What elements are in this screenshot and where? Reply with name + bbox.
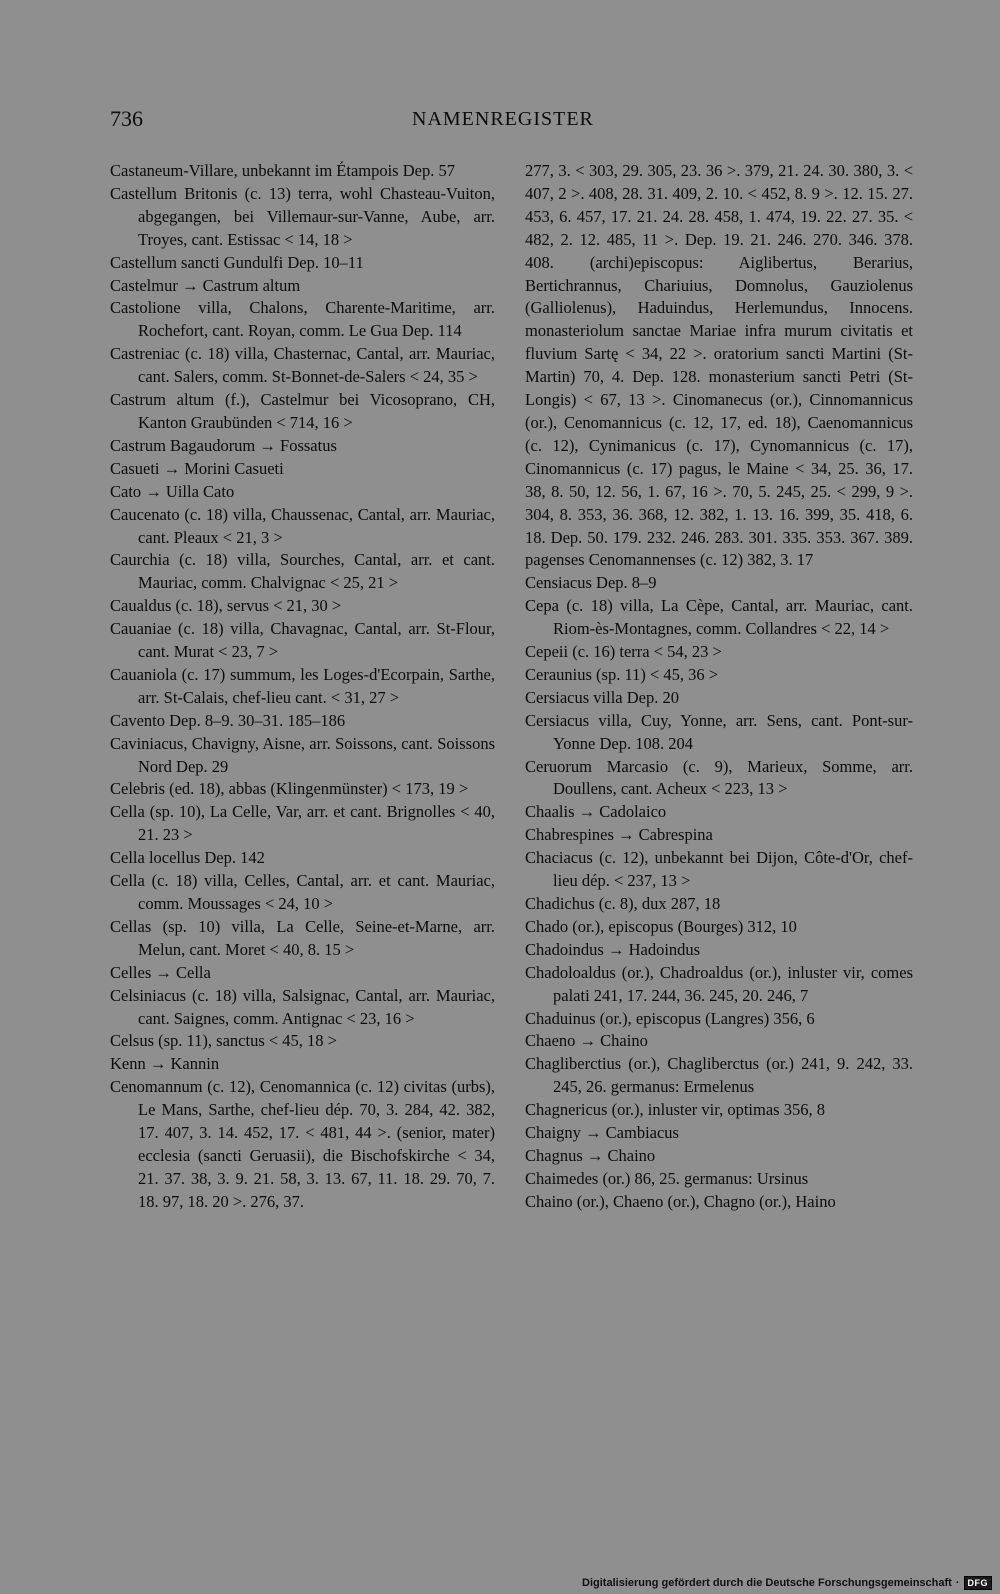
index-entry: Celsus (sp. 11), sanctus < 45, 18 > — [110, 1031, 337, 1051]
index-entry: Censiacus Dep. 8–9 — [525, 573, 657, 593]
index-entry: Castellum Britonis (c. 13) terra, wohl Chasteau-Vuiton, abgegangen, bei Villemaur-sur-Vanne, Aube, arr. Troyes, cant. Estissac < 14, 18 > — [110, 183, 495, 249]
index-entry: Celebris (ed. 18), abbas (Klingenmünster) < 173, 19 > — [110, 779, 469, 799]
index-entry: Chaeno → Chaino — [525, 1031, 648, 1051]
index-entry: Castrum Bagaudorum → Fossatus — [110, 435, 337, 455]
index-entry: Cella (c. 18) villa, Celles, Cantal, arr. et cant. Mauriac, comm. Moussages < 24, 10 > — [110, 871, 495, 913]
index-entry: Chaino (or.), Chaeno (or.), Chagno (or.), Haino — [525, 1191, 836, 1211]
index-entry: Kenn → Kannin — [110, 1054, 220, 1074]
index-entry: Caucenato (c. 18) villa, Chaussenac, Cantal, arr. Mauriac, cant. Pleaux < 21, 3 > — [110, 504, 495, 547]
index-entry-continued: 277, 3. < 303, 29. 305, 23. 36 >. 379, 21. 24. 30. 380, 3. < 407, 2 >. 408, 28. 31. 409, 2. 10. < 452, 8. 9 >. 12. 15. 27. 453, 6. 457, 17. 21. 24. 28. 458, 1. 474, 19. 22. 27. 35. < 482, 2. 12. 485, 11 >. Dep. 19. 21. 246. 270. 346. 378. 408. (archi)episcopus: Aiglibertus, Berarius, Bertichrannus, Chariuius, Domnolus, Gauziolenus (Galliolenus), Haduindus, Herlemundus, Innocens. monasteriolum sanctae Mariae infra murum civitatis et fluvium Sartę < 34, 22 >. oratorium sancti Martini (St-Martin) 70, 4. Dep. 128. monasterium sancti Petri (St-Longis) < 67, 13 >. Cinomanecus (or.), Cinnomannicus (or.), Cenomannicus (c. 12, 17, ed. 18), Caenomannicus (c. 12), Cynimanicus (c. 17), Cynomannicus (c. 17), Cinomannicus (c. 17) pagus, le Maine < 34, 25. 36, 17. 38, 8. 50, 12. 56, 1. 67, 16 >. 70, 5. 245, 25. < 299, 9 >. 304, 8. 353, 36. 368, 12. 382, 1. 13. 16. 399, 35. 418, 6. 18. Dep. 50. 179. 232. 246. 283. 301. 335. 353. 367. 389. pagenses Cenomannenses (c. 12) 382, 3. 17 — [525, 161, 913, 570]
index-entry: Cavento Dep. 8–9. 30–31. 185–186 — [110, 710, 346, 730]
index-entry: Chaalis → Cadolaico — [525, 802, 667, 822]
index-entry: Chaduinus (or.), episcopus (Langres) 356, 6 — [525, 1008, 815, 1028]
index-entry: Castolione villa, Chalons, Charente-Maritime, arr. Rochefort, cant. Royan, comm. Le Gua Dep. 114 — [110, 298, 495, 341]
index-entry: Chabrespines → Cabrespina — [525, 825, 713, 845]
index-entry: Cenomannum (c. 12), Cenomannica (c. 12) civitas (urbs), Le Mans, Sarthe, chef-lieu dép. 70, 3. 284, 42. 382, 17. 407, 3. 14. 452, 17. < 481, 44 >. (senior, mater) ecclesia (sancti Geruasii), die Bischofskirche < 34, 21. 37. 38, 3. 9. 21. 58, 3. 13. 67, 11. 18. 29. 70, 7. 18. 97, 18. 20 >. 276, 37. — [110, 1077, 495, 1211]
index-entry: Chadichus (c. 8), dux 287, 18 — [525, 894, 721, 913]
digitization-credit — [582, 1576, 992, 1590]
index-entry: Castrum altum (f.), Castelmur bei Vicosoprano, CH, Kanton Graubünden < 714, 16 > — [110, 390, 495, 432]
index-entry: Casueti → Morini Casueti — [110, 458, 284, 478]
index-entry: Castelmur → Castrum altum — [110, 275, 301, 295]
dfg-logo-icon: DFG — [964, 1576, 993, 1590]
index-entry: Ceruorum Marcasio (c. 9), Marieux, Somme, arr. Doullens, cant. Acheux < 223, 13 > — [525, 756, 913, 799]
credit-text: Digitalisierung gefördert durch die Deutsche Forschungsgemeinschaft — [582, 1577, 952, 1589]
separator: · — [955, 1577, 960, 1589]
index-entry: Chagnus → Chaino — [525, 1145, 656, 1165]
index-entry: Castreniac (c. 18) villa, Chasternac, Cantal, arr. Mauriac, cant. Salers, comm. St-Bonnet-de-Salers < 24, 35 > — [110, 344, 495, 387]
index-entry: Cato → Uilla Cato — [110, 481, 235, 501]
index-entry: Cauaniola (c. 17) summum, les Loges-d'Ecorpain, Sarthe, arr. St-Calais, chef-lieu cant. < 31, 27 > — [110, 664, 495, 707]
index-entry: Cauaniae (c. 18) villa, Chavagnac, Cantal, arr. St-Flour, cant. Murat < 23, 7 > — [110, 619, 495, 662]
index-entry: Chagnericus (or.), inluster vir, optimas 356, 8 — [525, 1100, 825, 1120]
index-entry: Chagliberctius (or.), Chagliberctus (or.) 241, 9. 242, 33. 245, 26. germanus: Ermelenus — [525, 1054, 913, 1097]
index-entry: Celsiniacus (c. 18) villa, Salsignac, Cantal, arr. Mauriac, cant. Saignes, comm. Antignac < 23, 16 > — [110, 985, 495, 1028]
index-entry: Cepeii (c. 16) terra < 54, 23 > — [525, 642, 722, 662]
index-entry: Caurchia (c. 18) villa, Sourches, Cantal, arr. et cant. Mauriac, comm. Chalvignac < 25, 21 > — [110, 550, 495, 593]
index-entry: Chadoindus → Hadoindus — [525, 939, 701, 959]
index-entry: Cellas (sp. 10) villa, La Celle, Seine-et-Marne, arr. Melun, cant. Moret < 40, 8. 15 > — [110, 916, 495, 959]
index-entry: Ceraunius (sp. 11) < 45, 36 > — [525, 664, 719, 684]
index-entry: Cella (sp. 10), La Celle, Var, arr. et cant. Brignolles < 40, 21. 23 > — [110, 802, 495, 845]
left-column — [110, 160, 495, 1214]
index-entry: Castaneum-Villare, unbekannt im Étampois Dep. 57 — [110, 161, 455, 180]
page-number: 736 — [110, 106, 143, 131]
index-entry: Cersiacus villa, Cuy, Yonne, arr. Sens, cant. Pont-sur-Yonne Dep. 108. 204 — [525, 710, 913, 753]
index-entry: Castellum sancti Gundulfi Dep. 10–11 — [110, 252, 364, 272]
index-entry: Cepa (c. 18) villa, La Cèpe, Cantal, arr. Mauriac, cant. Riom-ès-Montagnes, comm. Collandres < 22, 14 > — [525, 596, 913, 639]
index-entry: Chaigny → Cambiacus — [525, 1123, 679, 1143]
right-column — [525, 160, 913, 1214]
index-entry: Cella locellus Dep. 142 — [110, 848, 265, 868]
index-entry: Chadoloaldus (or.), Chadroaldus (or.), inluster vir, comes palati 241, 17. 244, 36. 245, 20. 246, 7 — [525, 962, 913, 1005]
index-entry: Cersiacus villa Dep. 20 — [525, 687, 679, 707]
index-entry: Chado (or.), episcopus (Bourges) 312, 10 — [525, 916, 797, 936]
index-entry: Chaimedes (or.) 86, 25. germanus: Ursinus — [525, 1168, 809, 1188]
index-entry: Chaciacus (c. 12), unbekannt bei Dijon, Côte-d'Or, chef-lieu dép. < 237, 13 > — [525, 848, 913, 891]
index-entry: Caviniacus, Chavigny, Aisne, arr. Soissons, cant. Soissons Nord Dep. 29 — [110, 733, 495, 776]
running-head: NAMENREGISTER — [412, 108, 594, 130]
index-entry: Caualdus (c. 18), servus < 21, 30 > — [110, 596, 342, 616]
index-entry: Celles → Cella — [110, 962, 211, 982]
